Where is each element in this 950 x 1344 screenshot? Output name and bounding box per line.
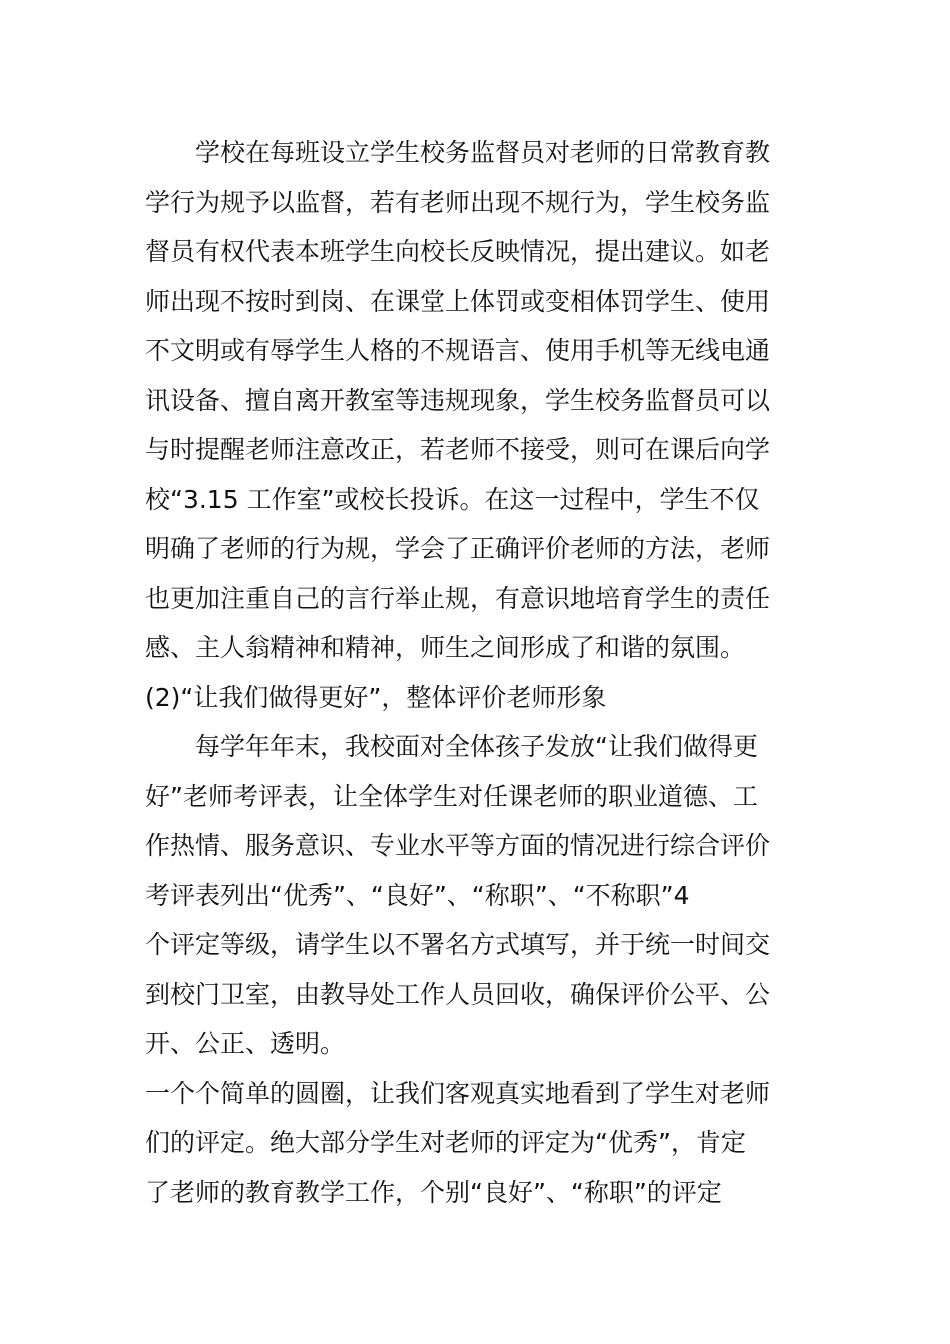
paragraph-line: 感、主人翁精神和精神，师生之间形成了和谐的氛围。 <box>145 633 746 662</box>
paragraph-line: 也更加注重自己的言行举止规，有意识地培育学生的责任 <box>145 583 771 613</box>
paragraph-line: 个评定等级，请学生以不署名方式填写，并于统一时间交 <box>145 930 771 959</box>
paragraph-line: 考评表列出“优秀”、“良好”、“称职”、“不称职”4 <box>145 880 690 910</box>
paragraph-line: 们的评定。绝大部分学生对老师的评定为“优秀”，肯定 <box>145 1128 746 1157</box>
paragraph-line: 督员有权代表本班学生向校长反映情况，提出建议。如老 <box>145 237 771 266</box>
document-body <box>145 128 810 1217</box>
paragraph-line: 讯设备、擅自离开教室等违规现象，学生校务监督员可以 <box>145 385 771 415</box>
paragraph-line: 每学年年末，我校面对全体孩子发放“让我们做得更 <box>195 732 758 761</box>
paragraph-line: 师出现不按时到岗、在课堂上体罚或变相体罚学生、使用 <box>145 286 771 316</box>
paragraph-line: 与时提醒老师注意改正，若老师不接受，则可在课后向学 <box>145 435 771 464</box>
paragraph-line: 开、公正、透明。 <box>145 1029 346 1058</box>
paragraph-line: 明确了老师的行为规，学会了正确评价老师的方法，老师 <box>145 534 771 563</box>
paragraph-line: 好”老师考评表，让全体学生对任课老师的职业道德、工 <box>145 781 758 811</box>
paragraph-line: 学行为规予以监督，若有老师出现不规行为，学生校务监 <box>145 187 771 217</box>
paragraph-line: 校“3.15 工作室”或校长投诉。在这一过程中，学生不仅 <box>145 484 760 514</box>
paragraph-line: 学校在每班设立学生校务监督员对老师的日常教育教 <box>195 138 771 167</box>
paragraph-line: 一个个简单的圆圈，让我们客观真实地看到了学生对老师 <box>145 1078 771 1108</box>
paragraph-line: 不文明或有辱学生人格的不规语言、使用手机等无线电通 <box>145 336 771 365</box>
paragraph-line: 作热情、服务意识、专业水平等方面的情况进行综合评价 <box>145 831 771 860</box>
section-heading: (2)“让我们做得更好”，整体评价老师形象 <box>145 682 607 712</box>
paragraph-line: 了老师的教育教学工作，个别“良好”、“称职”的评定 <box>145 1177 722 1207</box>
paragraph-line: 到校门卫室，由教导处工作人员回收，确保评价公平、公 <box>145 979 771 1009</box>
